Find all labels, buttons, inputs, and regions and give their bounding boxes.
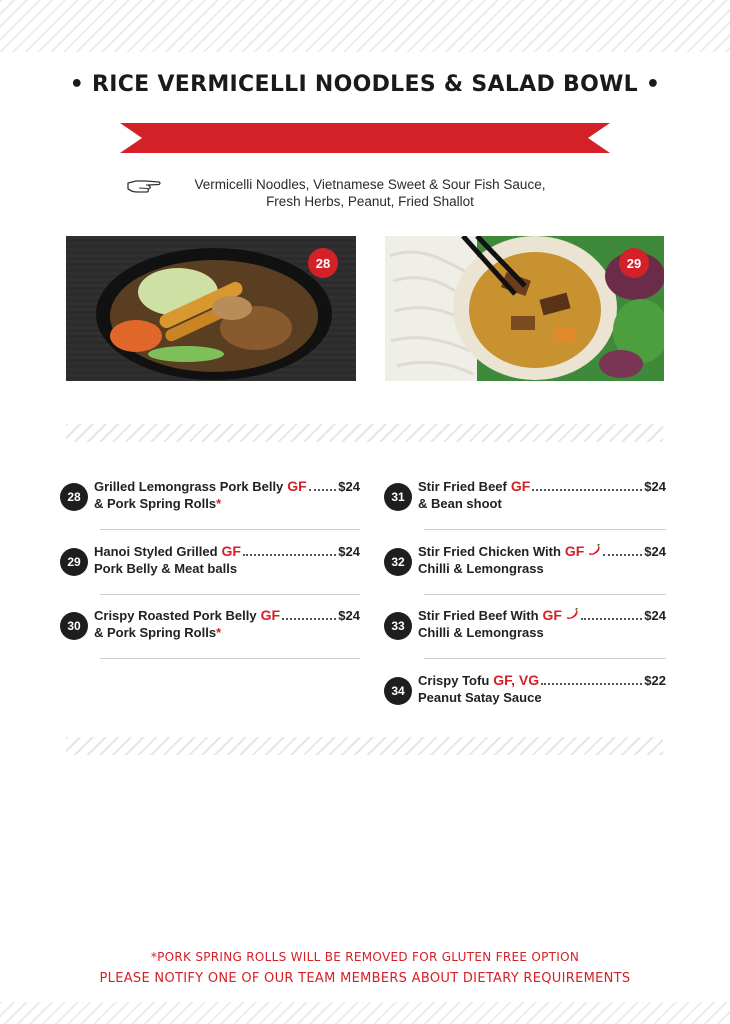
menu-item (384, 478, 666, 543)
item-divider (424, 529, 666, 530)
pointing-hand-icon (126, 176, 162, 196)
item-divider (100, 594, 360, 595)
item-name: Stir Fried Chicken With (418, 543, 561, 559)
item-subtitle: Chilli & Lemongrass (418, 625, 544, 640)
leader-dots (282, 618, 336, 620)
item-name: Stir Fried Beef With (418, 608, 539, 623)
red-ribbon-banner (120, 123, 610, 153)
item-number-badge: 31 (384, 483, 412, 511)
gf-tag: GF (260, 607, 281, 623)
item-subtitle: Chilli & Lemongrass (418, 560, 544, 576)
menu-item (384, 607, 666, 672)
item-price: $24 (338, 479, 360, 494)
photo-number-badge: 29 (619, 248, 649, 278)
gf-tag: GF (287, 478, 307, 494)
asterisk-mark: * (216, 496, 222, 511)
item-number-badge: 32 (384, 548, 412, 576)
menu-item (60, 607, 360, 672)
section-divider (66, 424, 663, 442)
photo-number-badge: 28 (308, 248, 338, 278)
dietary-tag: GF, VG (493, 671, 540, 688)
menu-column-left (60, 478, 360, 672)
item-divider (100, 529, 360, 530)
menu-column-right (384, 478, 666, 736)
item-name: Stir Fried Beef (418, 479, 507, 494)
menu-item (60, 543, 360, 608)
item-price: $24 (338, 608, 360, 623)
item-number-badge: 34 (384, 677, 412, 705)
item-name: Crispy Roasted Pork Belly (94, 608, 257, 623)
item-name: Grilled Lemongrass Pork Belly (94, 479, 284, 494)
item-price: $24 (644, 608, 666, 623)
leader-dots (541, 683, 642, 685)
gf-tag: GF (510, 478, 531, 494)
item-number-badge: 29 (60, 548, 88, 576)
chili-icon (565, 608, 579, 620)
item-subtitle: & Bean shoot (418, 496, 502, 511)
menu-item (384, 672, 666, 737)
page-title: • RICE VERMICELLI NOODLES & SALAD BOWL • (69, 72, 661, 97)
item-subtitle: Peanut Satay Sauce (418, 689, 542, 705)
item-subtitle: Pork Belly & Meat balls (94, 560, 238, 576)
item-price: $24 (644, 543, 666, 559)
item-divider (424, 658, 666, 659)
menu-item (384, 543, 666, 608)
photo-dish-29 (385, 236, 664, 381)
chili-icon (587, 544, 601, 556)
dietary-notice: PLEASE NOTIFY ONE OF OUR TEAM MEMBERS ABOUT DIETARY REQUIREMENTS (99, 971, 631, 986)
top-hatch-pattern (0, 0, 730, 52)
item-price: $22 (644, 672, 666, 688)
item-subtitle: & Pork Spring Rolls (94, 496, 217, 511)
item-number-badge: 33 (384, 612, 412, 640)
asterisk-mark: * (216, 625, 222, 640)
item-number-badge: 30 (60, 612, 88, 640)
leader-dots (603, 554, 642, 556)
gluten-free-note: *PORK SPRING ROLLS WILL BE REMOVED FOR GLUTEN FREE OPTION (150, 950, 580, 964)
dish-description (160, 176, 580, 210)
leader-dots (309, 489, 337, 491)
section-divider (66, 737, 663, 755)
item-divider (100, 658, 360, 659)
item-subtitle: & Pork Spring Rolls (94, 625, 217, 640)
item-price: $24 (644, 479, 666, 494)
leader-dots (532, 489, 642, 491)
photo-dish-28 (66, 236, 356, 381)
description-line-2: Fresh Herbs, Peanut, Fried Shallot (266, 194, 474, 209)
leader-dots (581, 618, 642, 620)
item-divider (424, 594, 666, 595)
item-number-badge: 28 (60, 483, 88, 511)
gf-tag: GF (542, 607, 562, 623)
bottom-hatch-pattern (0, 1002, 730, 1024)
menu-item (60, 478, 360, 543)
item-price: $24 (338, 543, 360, 559)
description-line-1: Vermicelli Noodles, Vietnamese Sweet & Sour Fish Sauce, (194, 177, 546, 192)
item-name: Hanoi Styled Grilled (94, 543, 218, 559)
gf-tag: GF (564, 542, 585, 559)
leader-dots (243, 554, 336, 556)
item-name: Crispy Tofu (418, 672, 490, 688)
gf-tag: GF (221, 542, 241, 559)
